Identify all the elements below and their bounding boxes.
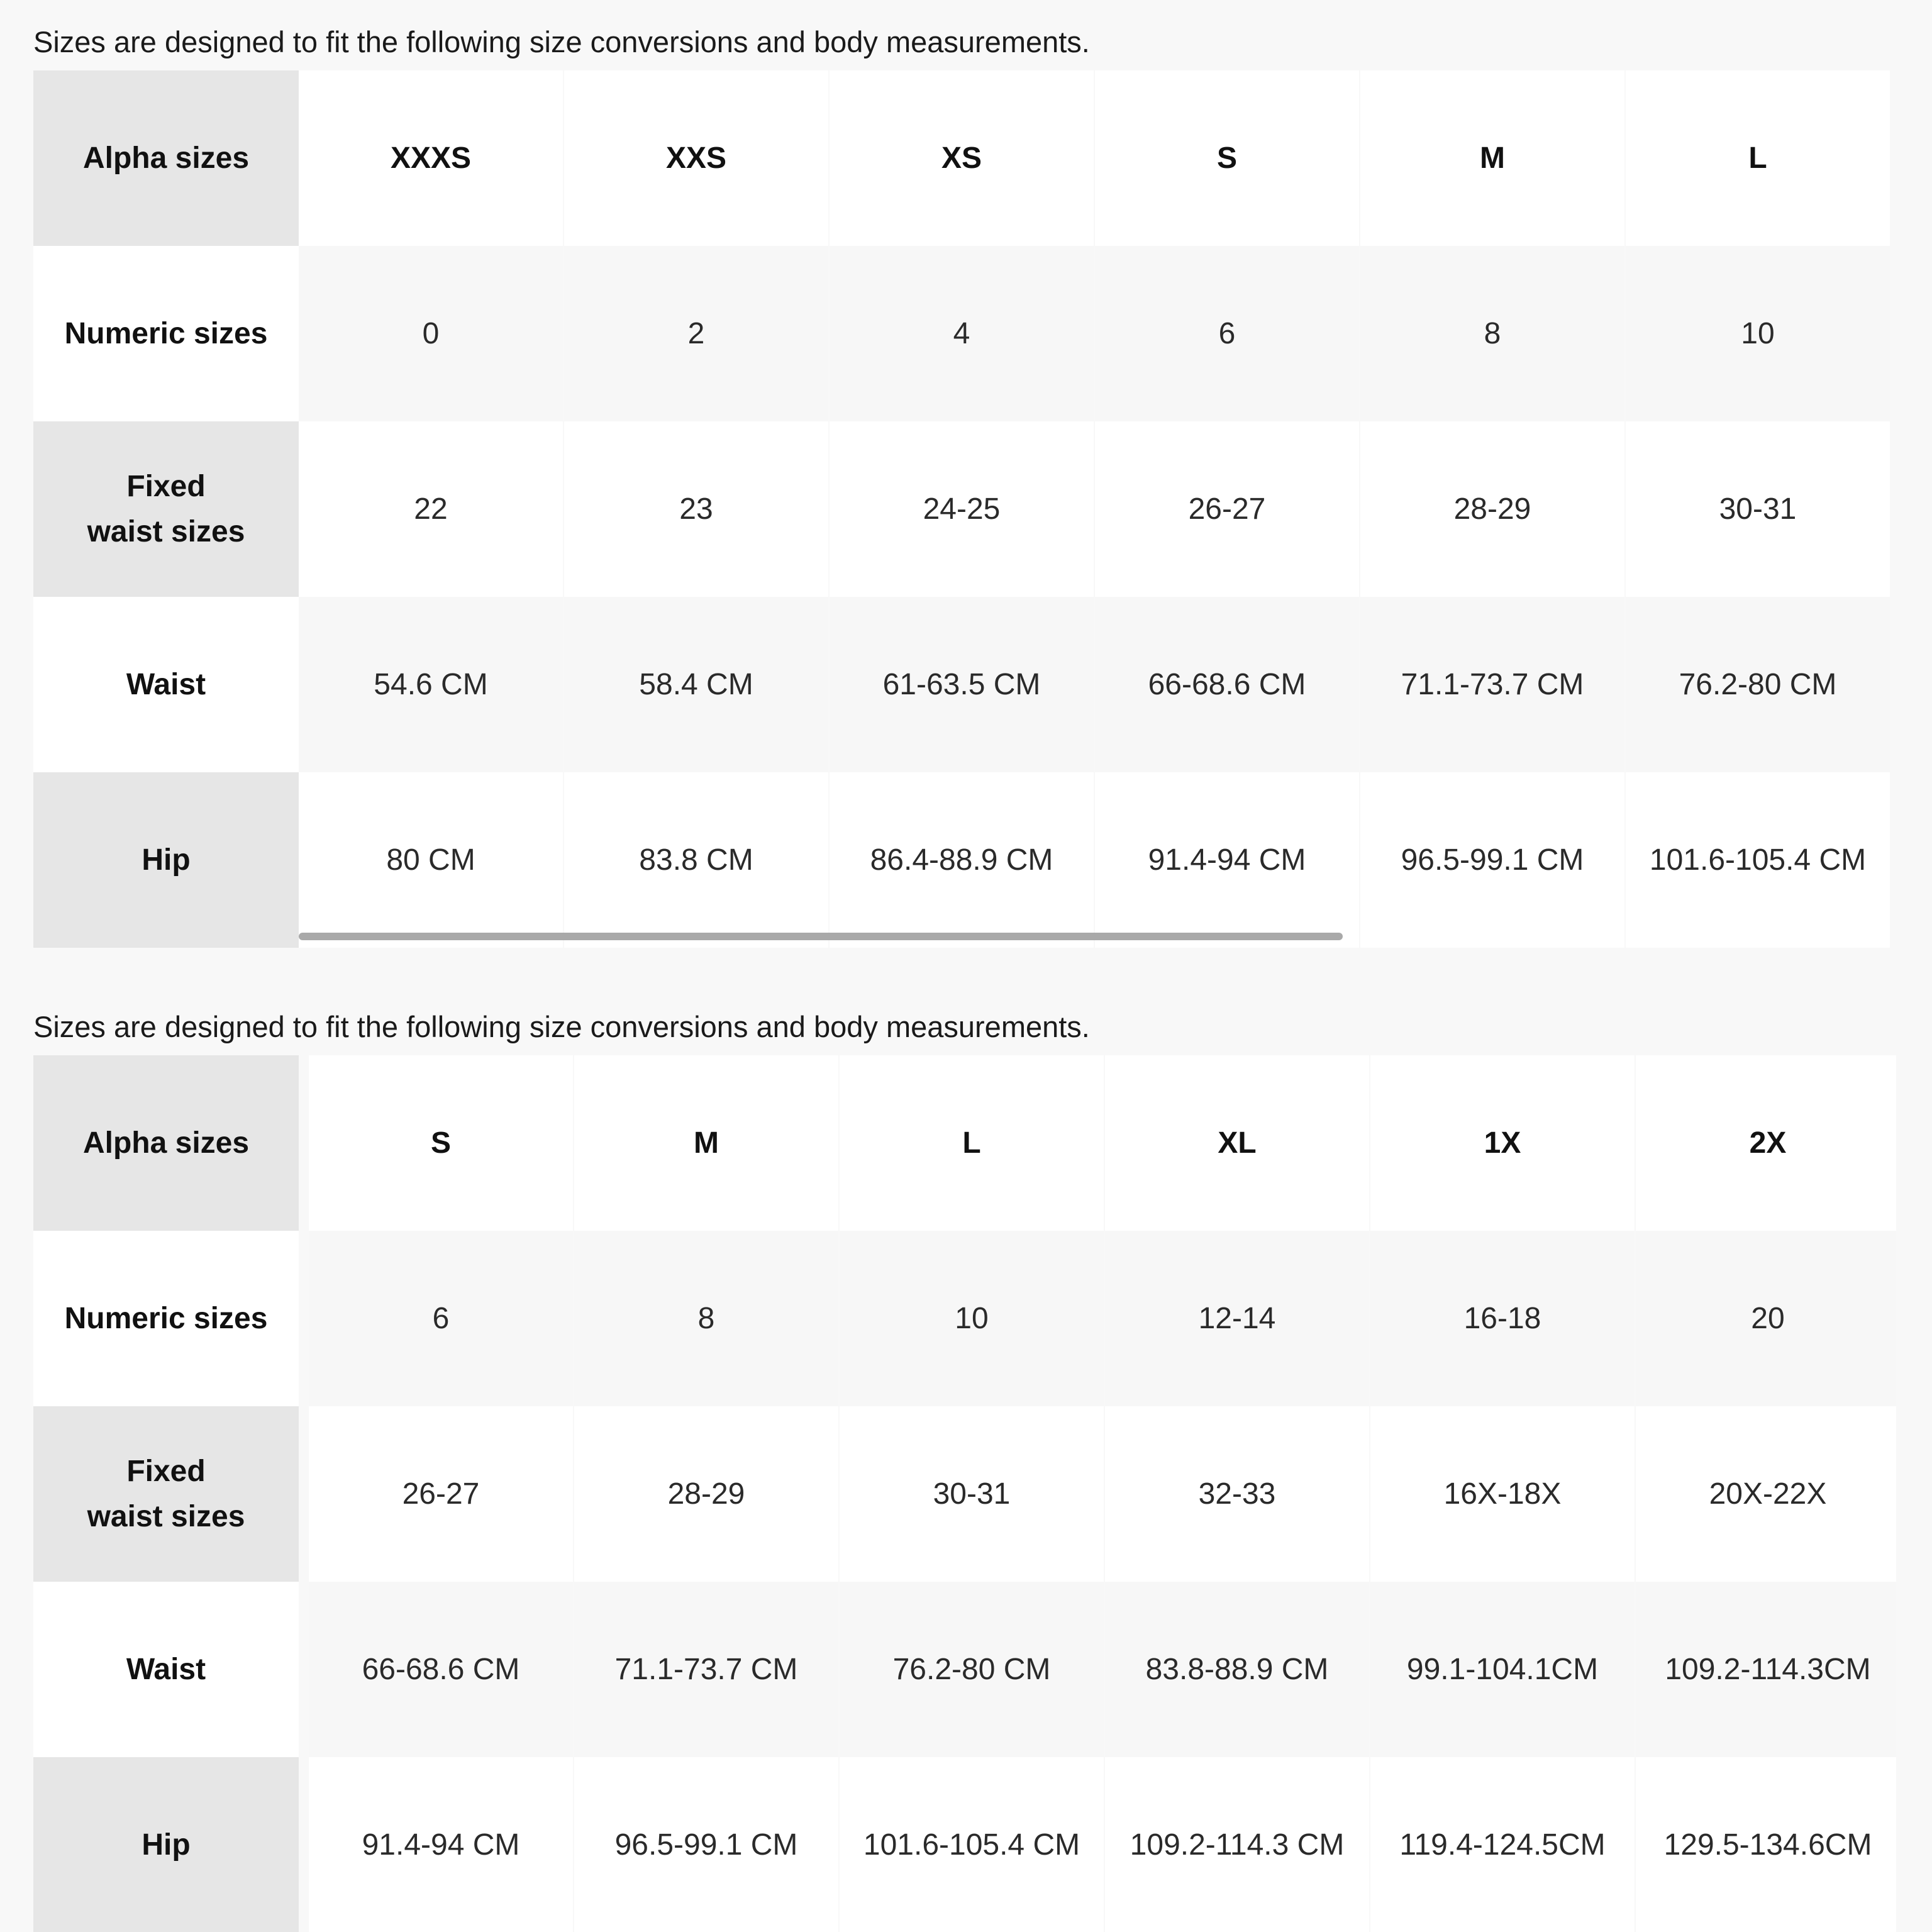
table-cell: 20 — [1636, 1231, 1896, 1406]
table-cell: 66-68.6 CM — [309, 1582, 573, 1757]
table-cell: 83.8-88.9 CM — [1105, 1582, 1369, 1757]
table-cell: 16-18 — [1370, 1231, 1635, 1406]
table-cell: 91.4-94 CM — [1095, 772, 1359, 948]
table-cell: S — [309, 1055, 573, 1231]
table-row — [33, 1055, 1896, 1231]
table-cell: 1X — [1370, 1055, 1635, 1231]
table-cell: 96.5-99.1 CM — [1360, 772, 1624, 948]
table-cell: 61-63.5 CM — [830, 597, 1094, 772]
size-intro-text: Sizes are designed to fit the following size conversions and body measurements. — [33, 1010, 1090, 1043]
table-cell: 76.2-80 CM — [1626, 597, 1890, 772]
table-cell: 28-29 — [1360, 421, 1624, 597]
table-cell: 71.1-73.7 CM — [1360, 597, 1624, 772]
table-cell: L — [840, 1055, 1104, 1231]
table-cell: 24-25 — [830, 421, 1094, 597]
row-header: Alpha sizes — [33, 70, 299, 246]
table-row — [33, 1582, 1896, 1757]
table-row — [33, 1231, 1896, 1406]
table-row — [33, 597, 1896, 772]
table-cell: 101.6-105.4 CM — [840, 1757, 1104, 1932]
table-cell: 10 — [1626, 246, 1890, 421]
table-cell: XXXS — [299, 70, 563, 246]
table-cell: 6 — [309, 1231, 573, 1406]
row-header: Numeric sizes — [33, 246, 299, 421]
table-cell: 30-31 — [840, 1406, 1104, 1582]
table-cell: 129.5-134.6CM — [1636, 1757, 1896, 1932]
table-cell: 32-33 — [1105, 1406, 1369, 1582]
row-header: Numeric sizes — [33, 1231, 299, 1406]
table-row — [33, 1406, 1896, 1582]
row-header: Fixed waist sizes — [33, 1406, 299, 1582]
table-row — [33, 70, 1896, 246]
table-cell: 99.1-104.1CM — [1370, 1582, 1635, 1757]
table-cell: 30-31 — [1626, 421, 1890, 597]
table-cell: 12-14 — [1105, 1231, 1369, 1406]
table-cell: S — [1095, 70, 1359, 246]
table-cell: 66-68.6 CM — [1095, 597, 1359, 772]
row-header: Waist — [33, 1582, 299, 1757]
table-cell: 76.2-80 CM — [840, 1582, 1104, 1757]
table-cell: M — [574, 1055, 838, 1231]
table-cell: 28-29 — [574, 1406, 838, 1582]
table-cell: XXS — [564, 70, 828, 246]
size-chart-extended — [33, 1055, 1896, 1932]
table-cell: 16X-18X — [1370, 1406, 1635, 1582]
table-cell: 83.8 CM — [564, 772, 828, 948]
table-cell: 0 — [299, 246, 563, 421]
table-cell: 71.1-73.7 CM — [574, 1582, 838, 1757]
row-header: Hip — [33, 1757, 299, 1932]
table-cell: M — [1360, 70, 1624, 246]
table-cell: 96.5-99.1 CM — [574, 1757, 838, 1932]
table-cell: 26-27 — [309, 1406, 573, 1582]
row-header: Fixed waist sizes — [33, 421, 299, 597]
table-cell: 2X — [1636, 1055, 1896, 1231]
table-row — [33, 1757, 1896, 1932]
table-cell: 4 — [830, 246, 1094, 421]
table-cell: 8 — [574, 1231, 838, 1406]
table-cell: 86.4-88.9 CM — [830, 772, 1094, 948]
size-chart-regular[interactable] — [33, 70, 1896, 951]
table-cell: 109.2-114.3CM — [1636, 1582, 1896, 1757]
table-cell: 20X-22X — [1636, 1406, 1896, 1582]
horizontal-scrollbar[interactable] — [299, 933, 1343, 940]
table-cell: 91.4-94 CM — [309, 1757, 573, 1932]
table-cell: XL — [1105, 1055, 1369, 1231]
table-cell: 101.6-105.4 CM — [1626, 772, 1890, 948]
size-intro-text: Sizes are designed to fit the following size conversions and body measurements. — [33, 25, 1090, 58]
row-header: Waist — [33, 597, 299, 772]
table-cell: 80 CM — [299, 772, 563, 948]
table-cell: L — [1626, 70, 1890, 246]
row-header: Alpha sizes — [33, 1055, 299, 1231]
table-cell: 8 — [1360, 246, 1624, 421]
table-cell: 23 — [564, 421, 828, 597]
table-row — [33, 421, 1896, 597]
table-cell: 2 — [564, 246, 828, 421]
table-cell: 26-27 — [1095, 421, 1359, 597]
table-cell: 54.6 CM — [299, 597, 563, 772]
table-cell: 6 — [1095, 246, 1359, 421]
table-cell: XS — [830, 70, 1094, 246]
table-row — [33, 772, 1896, 948]
table-cell: 119.4-124.5CM — [1370, 1757, 1635, 1932]
table-cell: 109.2-114.3 CM — [1105, 1757, 1369, 1932]
table-row — [33, 246, 1896, 421]
row-header: Hip — [33, 772, 299, 948]
table-cell: 10 — [840, 1231, 1104, 1406]
table-cell: 58.4 CM — [564, 597, 828, 772]
table-cell: 22 — [299, 421, 563, 597]
